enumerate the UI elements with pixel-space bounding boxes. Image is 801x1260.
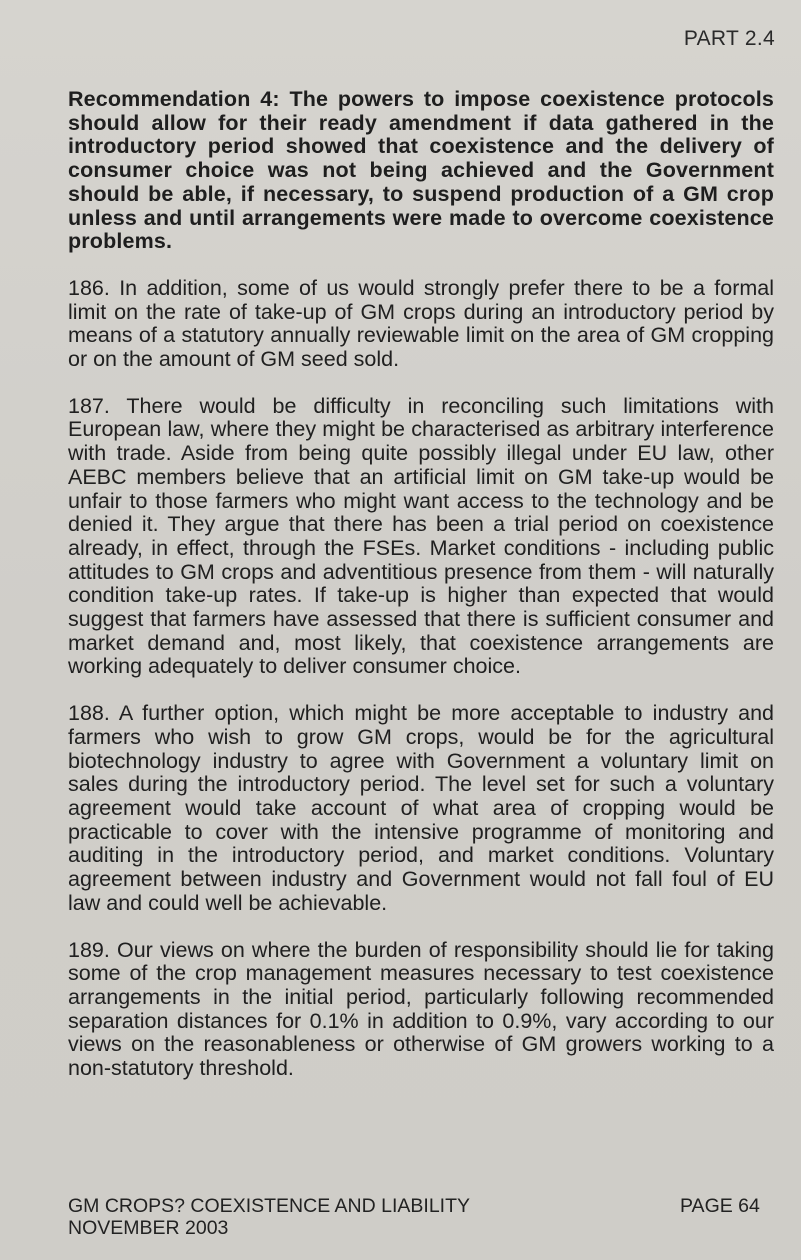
section-label: PART 2.4 (683, 27, 775, 50)
paragraph-189: 189. Our views on where the burden of responsibility should lie for taking some of the crop management measures necessary to test coexistence arrangements in the initial period, particularly following recommended separation distances for 0.1% in addition to 0.9%, vary according to our views on the reasonableness or otherwise of GM growers working to a non-statutory threshold. (68, 937, 774, 1081)
paragraph-188: 188. A further option, which might be more acceptable to industry and farmers who wish to grow GM crops, would be for the agricultural biotechnology industry to agree with Government a voluntary limit on sales during the introductory period. The level set for such a voluntary agreement would take account of what area of cropping would be practicable to cover with the intensive programme of monitoring and auditing in the introductory period, and market conditions. Voluntary agreement between industry and Government would not fall foul of EU law and could well be achievable. (68, 701, 774, 915)
paragraph-186: 186. In addition, some of us would strongly prefer there to be a formal limit on the rate of take-up of GM crops during an introductory period by means of a statutory annually reviewable limit on the area of GM cropping or on the amount of GM seed sold. (68, 275, 774, 372)
footer-date: NOVEMBER 2003 (68, 1216, 229, 1239)
paragraph-187: 187. There would be difficulty in reconciling such limitations with European law, where they might be characterised as arbitrary interference with trade. Aside from being quite possibly illegal under EU law, other AEBC members believe that an artificial limit on GM take-up would be unfair to those farmers who might want access to the technology and be denied it. They argue that there has been a trial period on coexistence already, in effect, through the FSEs. Market conditions - including public attitudes to GM crops and adventitious presence from them - will naturally condition take-up rates. If take-up is higher than expected that would suggest that farmers have assessed that there is sufficient consumer and market demand and, most likely, that coexistence arrangements are working adequately to deliver consumer choice. (68, 393, 774, 679)
document-body (68, 88, 774, 1104)
footer-title: GM CROPS? COEXISTENCE AND LIABILITY (68, 1195, 471, 1217)
recommendation-text: Recommendation 4: The powers to impose coexistence protocols should allow for their ready amendment if data gathered in the introductory period showed that coexistence and the delivery of consumer choice was not being achieved and the Government should be able, if necessary, to suspend production of a GM crop unless and until arrangements were made to overcome coexistence problems. (68, 87, 774, 254)
page-number: PAGE 64 (680, 1195, 760, 1217)
page-footer (68, 1196, 774, 1239)
